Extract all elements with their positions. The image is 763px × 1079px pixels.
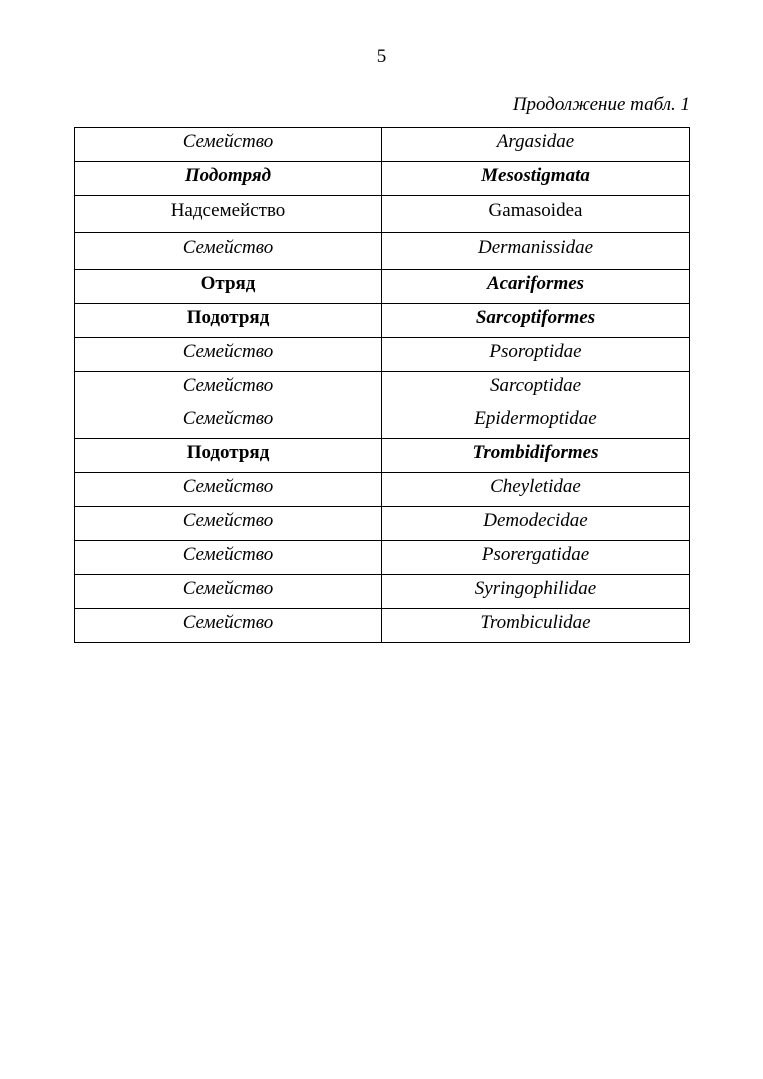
taxon-name: Sarcoptidae bbox=[489, 375, 582, 396]
taxon-cell bbox=[382, 162, 690, 196]
taxon-cell bbox=[382, 270, 690, 304]
rank-label: Семейство bbox=[182, 544, 274, 565]
table-row bbox=[75, 507, 690, 541]
taxon-name: Demodecidae bbox=[483, 510, 588, 531]
taxon-name: Trombidiformes bbox=[472, 442, 599, 463]
taxon-name: Cheyletidae bbox=[490, 476, 581, 497]
taxon-cell bbox=[382, 196, 690, 233]
rank-label: Семейство bbox=[182, 375, 274, 396]
taxon-cell bbox=[382, 507, 690, 541]
rank-cell bbox=[75, 507, 382, 541]
rank-label: Семейство bbox=[182, 408, 274, 429]
rank-cell bbox=[75, 372, 382, 439]
taxon-cell bbox=[382, 304, 690, 338]
taxon-name: Sarcoptiformes bbox=[475, 307, 596, 328]
rank-cell bbox=[75, 473, 382, 507]
taxon-cell bbox=[382, 575, 690, 609]
taxon-name: Acariformes bbox=[486, 273, 585, 294]
table-row bbox=[75, 541, 690, 575]
page-number: 5 bbox=[376, 46, 387, 67]
rank-cell bbox=[75, 128, 382, 162]
taxon-cell bbox=[382, 338, 690, 372]
taxon-cell bbox=[382, 609, 690, 643]
rank-label: Подотряд bbox=[186, 307, 270, 328]
taxon-name: Dermanissidae bbox=[477, 237, 594, 258]
table-row bbox=[75, 162, 690, 196]
taxon-name: Argasidae bbox=[496, 131, 575, 152]
table-row bbox=[75, 609, 690, 643]
rank-label: Надсемейство bbox=[170, 200, 286, 221]
taxon-name: Trombiculidae bbox=[480, 612, 591, 633]
rank-cell bbox=[75, 439, 382, 473]
table-row bbox=[75, 196, 690, 233]
taxonomy-table bbox=[74, 127, 690, 643]
rank-label: Подотряд bbox=[184, 165, 272, 186]
rank-cell bbox=[75, 338, 382, 372]
rank-cell bbox=[75, 609, 382, 643]
rank-label: Семейство bbox=[182, 341, 274, 362]
table-row bbox=[75, 575, 690, 609]
taxonomy-table-body bbox=[75, 128, 690, 643]
table-row bbox=[75, 233, 690, 270]
taxon-cell bbox=[382, 541, 690, 575]
taxon-name: Psoroptidae bbox=[489, 341, 582, 362]
rank-cell bbox=[75, 233, 382, 270]
rank-label: Семейство bbox=[182, 131, 274, 152]
taxon-cell bbox=[382, 128, 690, 162]
taxon-cell bbox=[382, 439, 690, 473]
table-row bbox=[75, 128, 690, 162]
table-row bbox=[75, 338, 690, 372]
taxon-name: Syringophilidae bbox=[474, 578, 597, 599]
rank-label: Семейство bbox=[182, 612, 274, 633]
taxon-name: Epidermoptidae bbox=[474, 408, 597, 429]
rank-cell bbox=[75, 162, 382, 196]
rank-label: Семейство bbox=[182, 510, 274, 531]
rank-label: Семейство bbox=[182, 578, 274, 599]
table-row bbox=[75, 304, 690, 338]
taxon-cell bbox=[382, 372, 690, 439]
table-row bbox=[75, 473, 690, 507]
taxon-cell bbox=[382, 473, 690, 507]
rank-cell bbox=[75, 270, 382, 304]
table-continuation-label: Продолжение табл. 1 bbox=[512, 94, 690, 115]
rank-cell bbox=[75, 575, 382, 609]
table-row bbox=[75, 270, 690, 304]
rank-label: Семейство bbox=[182, 237, 274, 258]
rank-label: Подотряд bbox=[186, 442, 270, 463]
rank-label: Семейство bbox=[182, 476, 274, 497]
table-row bbox=[75, 372, 690, 439]
rank-label: Отряд bbox=[200, 273, 256, 294]
table-row bbox=[75, 439, 690, 473]
taxon-cell bbox=[382, 233, 690, 270]
taxon-name: Mesostigmata bbox=[481, 165, 590, 186]
taxon-name: Gamasoidea bbox=[488, 200, 583, 221]
rank-cell bbox=[75, 541, 382, 575]
taxon-name: Psorergatidae bbox=[481, 544, 590, 565]
rank-cell bbox=[75, 196, 382, 233]
rank-cell bbox=[75, 304, 382, 338]
